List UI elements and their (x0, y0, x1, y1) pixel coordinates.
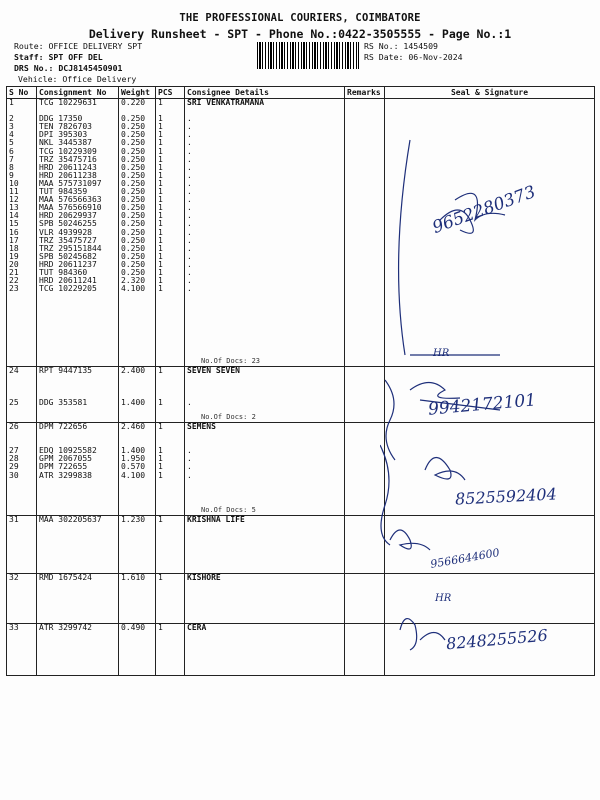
cno-value: HRD 20611243 (39, 162, 97, 172)
sno-value: 27 (9, 446, 19, 456)
cell-pcs (156, 423, 185, 516)
wt-value: 2.320 (121, 276, 146, 286)
sno-value: 22 (9, 276, 19, 286)
consignee-placeholder (187, 391, 342, 399)
wt-value: 2.400 (121, 366, 146, 375)
cell-remarks (345, 574, 385, 624)
company-name: THE PROFESSIONAL COURIERS, COIMBATORE (179, 12, 421, 24)
pcs-value: 1 (158, 178, 163, 188)
wt-value: 0.250 (121, 211, 146, 221)
consignee-placeholder: . (187, 454, 192, 464)
cell-sno (7, 423, 37, 516)
pcs-value: 1 (158, 211, 163, 221)
wt-value: 0.220 (121, 98, 146, 107)
consignee-placeholder: . (187, 154, 192, 164)
sno-value (9, 383, 34, 391)
sno-value (9, 431, 34, 439)
pcs-value: 1 (158, 259, 163, 269)
col-header-remarks: Remarks (345, 87, 385, 99)
pcs-value: 1 (158, 98, 163, 107)
sno-value: 28 (9, 454, 19, 464)
col-header-consignment: Consignment No (37, 87, 119, 99)
consignee-placeholder: . (187, 398, 192, 408)
col-header-sno: S No (7, 87, 37, 99)
cno-value: TCG 10229309 (39, 146, 97, 156)
pcs-value: 1 (158, 284, 163, 294)
doc-count: No.Of Docs: 2 (201, 413, 256, 421)
cno-value: TUT 984360 (39, 267, 88, 277)
sno-value: 11 (9, 187, 19, 197)
consignee-placeholder: . (187, 276, 192, 286)
cno-value: DDG 353581 (39, 398, 88, 408)
sno-value: 15 (9, 219, 19, 229)
sno-value: 12 (9, 195, 19, 205)
wt-value: 1.610 (121, 573, 146, 582)
wt-value: 4.100 (121, 284, 146, 294)
pcs-value: 1 (158, 162, 163, 172)
wt-value: 0.250 (121, 243, 146, 253)
pcs-value: 1 (158, 243, 163, 253)
cno-value: TUT 984359 (39, 187, 88, 197)
handwritten-phone-2: 9942172101 (427, 390, 537, 420)
col-header-consignee: Consignee Details (185, 87, 345, 99)
wt-value: 1.230 (121, 515, 146, 524)
cno-value: TCG 10229205 (39, 284, 97, 294)
cell-remarks (345, 423, 385, 516)
pcs-value: 1 (158, 251, 163, 261)
cell-consignee (185, 423, 345, 516)
sno-value: 14 (9, 211, 19, 221)
wt-value: 1.400 (121, 446, 146, 456)
wt-value: 0.250 (121, 154, 146, 164)
cno-value: HRD 20611238 (39, 170, 97, 180)
sno-value: 7 (9, 154, 14, 164)
sno-value: 32 (9, 573, 19, 582)
cell-remarks (345, 516, 385, 574)
sno-value: 25 (9, 398, 19, 408)
sno-value: 31 (9, 515, 19, 524)
cno-value: ATR 3299742 (39, 623, 92, 632)
cell-sno (7, 624, 37, 676)
sno-value: 3 (9, 122, 14, 132)
sno-value: 33 (9, 623, 19, 632)
staff-info: Staff: SPT OFF DEL (14, 52, 103, 62)
cno-value: DPM 722656 (39, 422, 88, 431)
pcs-value: 1 (158, 454, 163, 464)
wt-value: 0.250 (121, 251, 146, 261)
rs-number: RS No.: 1454509 (364, 41, 438, 51)
cno-value (39, 431, 116, 439)
consignee-placeholder (187, 383, 342, 391)
cno-value: NKL 3445387 (39, 138, 92, 148)
sno-value: 2 (9, 114, 14, 124)
drs-number: DRS No.: DCJ8145450901 (14, 63, 123, 73)
col-header-pcs: PCS (156, 87, 185, 99)
sno-value: 13 (9, 203, 19, 213)
pcs-value: 1 (158, 462, 163, 472)
wt-value: 1.950 (121, 454, 146, 464)
consignee-placeholder: . (187, 219, 192, 229)
col-header-weight: Weight (119, 87, 156, 99)
sno-value: 10 (9, 178, 19, 188)
pcs-value: 1 (158, 573, 163, 582)
handwritten-phone-3: 8525592404 (454, 484, 558, 509)
cno-value: TRZ 35475727 (39, 235, 97, 245)
wt-value: 0.250 (121, 122, 146, 132)
cell-wt (119, 574, 156, 624)
wt-value: 0.250 (121, 130, 146, 140)
wt-value: 4.100 (121, 470, 146, 480)
pcs-value: 1 (158, 219, 163, 229)
cell-sno (7, 99, 37, 367)
consignee-placeholder: . (187, 267, 192, 277)
cell-remarks (345, 624, 385, 676)
consignee-placeholder: . (187, 227, 192, 237)
doc-count: No.Of Docs: 5 (201, 506, 256, 514)
cell-remarks (345, 99, 385, 367)
sno-value: 9 (9, 170, 14, 180)
consignee-placeholder: . (187, 284, 192, 294)
cell-cno (37, 574, 119, 624)
cno-value: SPB 50246255 (39, 219, 97, 229)
wt-value (121, 375, 153, 383)
consignee-placeholder: . (187, 235, 192, 245)
sno-value: 29 (9, 462, 19, 472)
cno-value: TRZ 35475716 (39, 154, 97, 164)
sno-value: 23 (9, 284, 19, 294)
sno-value: 20 (9, 259, 19, 269)
pcs-value: 1 (158, 122, 163, 132)
pcs-value: 1 (158, 146, 163, 156)
cell-wt (119, 367, 156, 423)
consignee-placeholder: . (187, 251, 192, 261)
wt-value: 0.570 (121, 462, 146, 472)
consignee-name: SEMENS (187, 422, 216, 431)
cell-consignee (185, 624, 345, 676)
pcs-value: 1 (158, 138, 163, 148)
pcs-value: 1 (158, 470, 163, 480)
cell-consignee (185, 516, 345, 574)
cell-cno (37, 367, 119, 423)
wt-value: 0.250 (121, 235, 146, 245)
cell-wt (119, 99, 156, 367)
wt-value: 0.250 (121, 195, 146, 205)
consignee-placeholder: . (187, 130, 192, 140)
cell-pcs (156, 99, 185, 367)
sno-value: 5 (9, 138, 14, 148)
consignee-name: SRI VENKATRAMANA (187, 98, 265, 107)
cno-value: VLR 4939928 (39, 227, 92, 237)
wt-value: 0.250 (121, 267, 146, 277)
pcs-value: 1 (158, 114, 163, 124)
consignee-placeholder: . (187, 462, 192, 472)
pcs-value: 1 (158, 170, 163, 180)
sno-value: 6 (9, 146, 14, 156)
col-header-seal: Seal & Signature (385, 87, 595, 99)
cno-value: MAA 576566363 (39, 195, 102, 205)
cell-sno (7, 574, 37, 624)
pcs-value: 1 (158, 366, 163, 375)
cell-pcs (156, 624, 185, 676)
cno-value: TEN 7826703 (39, 122, 92, 132)
consignee-placeholder (187, 375, 342, 383)
pcs-value (158, 375, 182, 383)
pcs-value: 1 (158, 267, 163, 277)
pcs-value: 1 (158, 446, 163, 456)
consignee-placeholder: . (187, 243, 192, 253)
cno-value: DPI 395303 (39, 130, 88, 140)
cell-sno (7, 367, 37, 423)
consignee-placeholder (187, 107, 342, 115)
consignee-placeholder: . (187, 470, 192, 480)
cno-value: TCG 10229631 (39, 98, 97, 107)
wt-value: 0.250 (121, 259, 146, 269)
cno-value: TRZ 295151844 (39, 243, 102, 253)
cell-wt (119, 624, 156, 676)
pcs-value: 1 (158, 130, 163, 140)
cell-cno (37, 624, 119, 676)
cno-value: RMD 1675424 (39, 573, 92, 582)
cell-cno (37, 423, 119, 516)
cno-value: ATR 3299838 (39, 470, 92, 480)
handwritten-initials-2: HR (435, 593, 452, 604)
cno-value: RPT 9447135 (39, 366, 92, 375)
cell-cno (37, 516, 119, 574)
consignee-placeholder: . (187, 178, 192, 188)
runsheet-title: Delivery Runsheet - SPT - Phone No.:0422-3505555 - Page No.:1 (88, 27, 512, 41)
wt-value: 0.250 (121, 219, 146, 229)
sno-value: 16 (9, 227, 19, 237)
cno-value (39, 383, 116, 391)
wt-value: 0.250 (121, 138, 146, 148)
consignee-placeholder: . (187, 187, 192, 197)
vehicle-info: Vehicle: Office Delivery (18, 74, 137, 84)
pcs-value (158, 383, 182, 391)
wt-value (121, 431, 153, 439)
pcs-value: 1 (158, 276, 163, 286)
sno-value: 19 (9, 251, 19, 261)
pcs-value: 1 (158, 227, 163, 237)
consignee-name: CERA (187, 623, 207, 632)
consignee-name: KISHORE (187, 573, 221, 582)
sno-value: 8 (9, 162, 14, 172)
wt-value: 0.250 (121, 187, 146, 197)
wt-value: 0.250 (121, 162, 146, 172)
cno-value: GPM 2067055 (39, 454, 92, 464)
wt-value: 0.250 (121, 203, 146, 213)
cno-value (39, 375, 116, 383)
cno-value: HRD 20611241 (39, 276, 97, 286)
pcs-value: 1 (158, 195, 163, 205)
cno-value: MAA 576566910 (39, 203, 102, 213)
consignee-placeholder: . (187, 138, 192, 148)
pcs-value (158, 431, 182, 439)
table-header-row (7, 87, 595, 99)
wt-value: 0.250 (121, 227, 146, 237)
pcs-value: 1 (158, 187, 163, 197)
cell-wt (119, 516, 156, 574)
pcs-value: 1 (158, 398, 163, 408)
wt-value: 1.400 (121, 398, 146, 408)
consignee-placeholder: . (187, 446, 192, 456)
pcs-value: 1 (158, 154, 163, 164)
rs-date: RS Date: 06-Nov-2024 (364, 52, 463, 62)
cno-value: HRD 20629937 (39, 211, 97, 221)
cell-cno (37, 99, 119, 367)
cno-value: MAA 575731097 (39, 178, 102, 188)
cno-value: SPB 50245682 (39, 251, 97, 261)
cell-pcs (156, 367, 185, 423)
consignee-placeholder: . (187, 146, 192, 156)
wt-value: 0.250 (121, 170, 146, 180)
sno-value: 30 (9, 470, 19, 480)
sno-value (9, 375, 34, 383)
consignee-placeholder (187, 431, 342, 439)
pcs-value: 1 (158, 422, 163, 431)
consignee-placeholder: . (187, 114, 192, 124)
cno-value: DDG 17350 (39, 114, 83, 124)
route-info: Route: OFFICE DELIVERY SPT (14, 41, 143, 51)
sno-value: 24 (9, 366, 19, 375)
sno-value: 26 (9, 422, 19, 431)
consignee-placeholder: . (187, 203, 192, 213)
consignee-placeholder: . (187, 170, 192, 180)
consignee-placeholder: . (187, 162, 192, 172)
consignee-placeholder: . (187, 122, 192, 132)
handwritten-phone-4: 9566644600 (429, 546, 501, 571)
wt-value: 0.250 (121, 114, 146, 124)
consignee-placeholder: . (187, 259, 192, 269)
wt-value: 2.460 (121, 422, 146, 431)
wt-value: 0.250 (121, 178, 146, 188)
handwritten-phone-5: 8248255526 (445, 625, 549, 654)
wt-value: 0.490 (121, 623, 146, 632)
doc-count: No.Of Docs: 23 (201, 357, 261, 365)
pcs-value: 1 (158, 203, 163, 213)
sno-value: 4 (9, 130, 14, 140)
consignee-name: KRISHNA LIFE (187, 515, 245, 524)
pcs-value: 1 (158, 515, 163, 524)
handwritten-phone-1: 9652280373 (429, 182, 539, 238)
pcs-value: 1 (158, 623, 163, 632)
sno-value: 17 (9, 235, 19, 245)
consignee-placeholder: . (187, 195, 192, 205)
cno-value: EDQ 10925582 (39, 446, 97, 456)
consignee-name: SEVEN SEVEN (187, 366, 240, 375)
consignee-placeholder (187, 439, 342, 447)
cell-consignee (185, 574, 345, 624)
cell-remarks (345, 367, 385, 423)
wt-value (121, 383, 153, 391)
wt-value: 0.250 (121, 146, 146, 156)
cell-pcs (156, 574, 185, 624)
cno-value: HRD 20611237 (39, 259, 97, 269)
cell-wt (119, 423, 156, 516)
handwritten-initials-1: HR (433, 348, 450, 359)
cell-pcs (156, 516, 185, 574)
pcs-value: 1 (158, 235, 163, 245)
sno-value: 1 (9, 98, 14, 107)
cell-consignee (185, 367, 345, 423)
cell-sno (7, 516, 37, 574)
cell-consignee (185, 99, 345, 367)
sno-value: 18 (9, 243, 19, 253)
consignee-placeholder: . (187, 211, 192, 221)
cno-value: DPM 722655 (39, 462, 88, 472)
cno-value: MAA 302205637 (39, 515, 102, 524)
sno-value: 21 (9, 267, 19, 277)
signature-scribbles (380, 100, 600, 670)
barcode (257, 42, 359, 69)
